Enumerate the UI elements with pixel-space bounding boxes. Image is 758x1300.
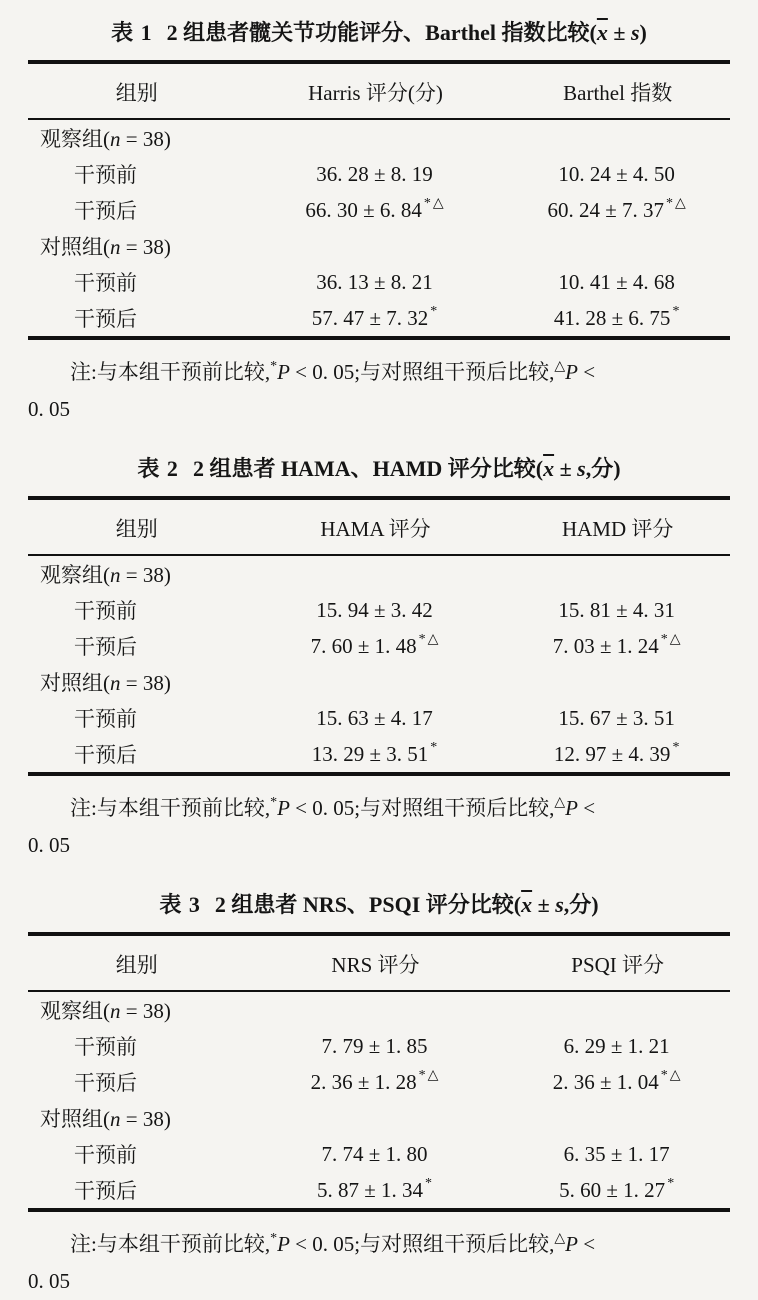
value-superscript (433, 704, 435, 719)
footnote-text: < 0. 05;与对照组干预后比较, (289, 1232, 555, 1256)
table2-caption-title: 2 组患者 HAMA、HAMD 评分比较 (192, 456, 536, 481)
table1-block (28, 18, 730, 428)
row-label: 干预前 (74, 707, 137, 731)
table1-header-row (28, 62, 730, 119)
value-text: 6. 35 ± 1. 17 (563, 1141, 670, 1166)
table1-caption-label: 表 1 (111, 20, 153, 45)
value-text: 7. 03 ± 1. 24 (552, 634, 659, 658)
value-text: 7. 60 ± 1. 48 (310, 634, 417, 658)
value-superscript: * (672, 739, 682, 755)
cell-value (505, 628, 730, 664)
row-label: 干预前 (74, 599, 137, 623)
group-label-text: 观察组( (40, 127, 110, 151)
stat-pm: ± (554, 456, 578, 481)
row-label: 干预前 (74, 1035, 137, 1059)
paren-close: ) (591, 892, 599, 917)
value-superscript (675, 704, 677, 719)
cell-value (246, 156, 506, 192)
cell-value (246, 300, 506, 338)
table-row (28, 156, 730, 192)
value-superscript (670, 1032, 672, 1047)
group-label (28, 991, 730, 1028)
table3-header-row (28, 934, 730, 991)
table-row (28, 1136, 730, 1172)
cell-value (246, 700, 506, 736)
cell-value (505, 1064, 730, 1100)
row-label: 干预后 (74, 1071, 137, 1095)
value-text: 6. 29 ± 1. 21 (563, 1033, 670, 1058)
table1-caption-title: 2 组患者髋关节功能评分、Barthel 指数比较 (166, 20, 590, 45)
row-label: 干预前 (74, 271, 137, 295)
row-label: 干预后 (74, 1179, 137, 1203)
table2-block (28, 454, 730, 864)
table3-caption-title: 2 组患者 NRS、PSQI 评分比较 (214, 892, 514, 917)
cell-value (246, 1028, 506, 1064)
stat-unit: ,分 (563, 892, 592, 917)
value-superscript (675, 268, 677, 283)
paren-open: ( (589, 20, 597, 45)
footnote-text: < (577, 796, 596, 820)
p-symbol: P (277, 360, 290, 384)
paren-close: ) (613, 456, 621, 481)
col-header-score1: NRS 评分 (246, 934, 506, 991)
table-row (28, 1064, 730, 1100)
triangle-marker: △ (554, 1231, 566, 1246)
col-header-group: 组别 (28, 934, 246, 991)
footnote-text: < 0. 05;与对照组干预后比较, (289, 796, 555, 820)
triangle-marker: △ (554, 359, 566, 374)
table2-header-row (28, 498, 730, 555)
footnote-text: 注:与本组干预前比较, (70, 796, 271, 820)
table3-block (28, 890, 730, 1300)
paren-open: ( (535, 456, 544, 481)
value-superscript (427, 1140, 429, 1155)
p-symbol: P (277, 1232, 290, 1256)
stat-xbar: $\overline{x}$ (521, 892, 533, 917)
footnote-text: 注:与本组干预前比较, (70, 360, 271, 384)
value-text: 5. 60 ± 1. 27 (559, 1177, 666, 1202)
value-superscript: *△ (418, 1068, 441, 1083)
asterisk-marker: * (270, 795, 278, 810)
table-row (28, 264, 730, 300)
value-superscript: *△ (418, 632, 441, 647)
value-superscript: * (672, 303, 682, 319)
value-superscript: *△ (423, 196, 446, 211)
group-label-text: 对照组( (40, 671, 110, 695)
cell-value (246, 1064, 506, 1100)
group-label-rest: = 38) (120, 999, 171, 1023)
row-label: 干预前 (74, 1143, 137, 1167)
value-superscript (433, 268, 435, 283)
cell-value (246, 628, 506, 664)
group-row (28, 228, 730, 264)
table3 (28, 932, 730, 1212)
group-label-text: 观察组( (40, 563, 110, 587)
cell-value (505, 1172, 730, 1210)
table-row (28, 736, 730, 774)
cell-value (246, 264, 506, 300)
group-label-text: 对照组( (40, 1107, 110, 1131)
value-text: 10. 41 ± 4. 68 (558, 269, 675, 294)
table-row (28, 1028, 730, 1064)
group-label-rest: = 38) (120, 127, 171, 151)
group-label (28, 664, 730, 700)
group-row (28, 119, 730, 156)
group-row (28, 555, 730, 592)
table1-footnote (28, 349, 730, 428)
group-label-text: 对照组( (40, 235, 110, 259)
cell-value (505, 156, 730, 192)
group-label-rest: = 38) (120, 563, 171, 587)
value-text: 66. 30 ± 6. 84 (305, 198, 422, 222)
value-text: 60. 24 ± 7. 37 (547, 198, 665, 222)
value-superscript: * (667, 1175, 677, 1191)
paren-close: ) (639, 20, 647, 45)
p-symbol: P (565, 360, 578, 384)
stat-xbar: $\overline{x}$ (543, 456, 555, 481)
group-n: n (110, 235, 121, 259)
row-label: 干预后 (74, 307, 137, 331)
value-text: 41. 28 ± 6. 75 (553, 305, 671, 330)
group-label (28, 555, 730, 592)
table2 (28, 496, 730, 776)
value-text: 15. 81 ± 4. 31 (558, 597, 675, 622)
cell-value (246, 192, 506, 228)
col-header-score1: Harris 评分(分) (246, 62, 506, 119)
paren-open: ( (513, 892, 522, 917)
footnote-text: 0. 05 (28, 397, 70, 421)
value-superscript: *△ (666, 196, 688, 211)
asterisk-marker: * (270, 359, 278, 374)
group-label (28, 228, 730, 264)
row-label: 干预后 (74, 199, 137, 223)
value-text: 2. 36 ± 1. 04 (552, 1070, 659, 1094)
group-label (28, 1100, 730, 1136)
value-text: 7. 79 ± 1. 85 (321, 1033, 428, 1058)
group-label (28, 119, 730, 156)
cell-value (505, 1136, 730, 1172)
group-n: n (110, 1107, 121, 1131)
stat-pm: ± (532, 892, 556, 917)
footnote-text: 0. 05 (28, 833, 70, 857)
row-label: 干预后 (74, 743, 137, 767)
table-row (28, 628, 730, 664)
p-symbol: P (565, 1232, 578, 1256)
footnote-text: < 0. 05;与对照组干预后比较, (289, 360, 555, 384)
stat-unit: ,分 (585, 456, 614, 481)
col-header-group: 组别 (28, 498, 246, 555)
cell-value (246, 1136, 506, 1172)
group-label-rest: = 38) (120, 671, 171, 695)
value-text: 7. 74 ± 1. 80 (321, 1141, 428, 1166)
value-text: 15. 63 ± 4. 17 (316, 705, 433, 730)
stat-s: s (555, 892, 564, 917)
value-superscript (675, 596, 677, 611)
table-row (28, 300, 730, 338)
table1 (28, 60, 730, 340)
col-header-score2: HAMD 评分 (505, 498, 730, 555)
asterisk-marker: * (270, 1231, 278, 1246)
value-text: 2. 36 ± 1. 28 (310, 1070, 417, 1094)
value-text: 36. 28 ± 8. 19 (316, 161, 433, 186)
cell-value (505, 700, 730, 736)
cell-value (505, 192, 730, 228)
table1-caption (28, 18, 730, 48)
value-superscript (675, 160, 677, 175)
cell-value (246, 736, 506, 774)
value-superscript: * (430, 739, 440, 755)
group-row (28, 1100, 730, 1136)
group-label-text: 观察组( (40, 999, 110, 1023)
table3-footnote (28, 1221, 730, 1300)
group-label-rest: = 38) (120, 235, 171, 259)
table-row (28, 1172, 730, 1210)
value-superscript (427, 1032, 429, 1047)
footnote-text: < (577, 360, 596, 384)
col-header-score2: Barthel 指数 (505, 62, 730, 119)
table2-caption-label: 表 2 (137, 456, 179, 481)
group-row (28, 664, 730, 700)
cell-value (505, 300, 730, 338)
p-symbol: P (277, 796, 290, 820)
table-row (28, 592, 730, 628)
group-n: n (110, 127, 121, 151)
value-text: 36. 13 ± 8. 21 (316, 269, 433, 294)
cell-value (505, 592, 730, 628)
value-text: 5. 87 ± 1. 34 (316, 1177, 423, 1202)
value-superscript: * (430, 303, 440, 319)
stat-xbar: $\overline{x}$ (596, 20, 608, 45)
row-label: 干预后 (74, 635, 137, 659)
table3-caption (28, 890, 730, 920)
triangle-marker: △ (554, 795, 566, 810)
col-header-score1: HAMA 评分 (246, 498, 506, 555)
footnote-text: 0. 05 (28, 1269, 70, 1293)
value-text: 13. 29 ± 3. 51 (311, 741, 429, 766)
value-superscript: *△ (660, 1068, 683, 1083)
footnote-text: 注:与本组干预前比较, (70, 1232, 271, 1256)
group-row (28, 991, 730, 1028)
table-row (28, 700, 730, 736)
cell-value (505, 736, 730, 774)
group-n: n (110, 563, 121, 587)
stat-pm: ± (607, 20, 631, 45)
value-text: 15. 67 ± 3. 51 (558, 705, 675, 730)
value-superscript: * (424, 1175, 434, 1191)
stat-s: s (577, 456, 586, 481)
table-row (28, 192, 730, 228)
group-n: n (110, 999, 121, 1023)
table2-footnote (28, 785, 730, 864)
value-superscript (433, 160, 435, 175)
p-symbol: P (565, 796, 578, 820)
value-text: 12. 97 ± 4. 39 (553, 741, 671, 766)
group-label-rest: = 38) (120, 1107, 171, 1131)
value-text: 57. 47 ± 7. 32 (311, 305, 429, 330)
value-text: 10. 24 ± 4. 50 (558, 161, 675, 186)
value-superscript: *△ (660, 632, 683, 647)
cell-value (246, 1172, 506, 1210)
group-n: n (110, 671, 121, 695)
row-label: 干预前 (74, 163, 137, 187)
value-superscript (433, 596, 435, 611)
col-header-score2: PSQI 评分 (505, 934, 730, 991)
cell-value (246, 592, 506, 628)
value-text: 15. 94 ± 3. 42 (316, 597, 433, 622)
col-header-group: 组别 (28, 62, 246, 119)
value-superscript (670, 1140, 672, 1155)
footnote-text: < (577, 1232, 596, 1256)
table3-caption-label: 表 3 (159, 892, 201, 917)
stat-s: s (630, 20, 640, 45)
cell-value (505, 264, 730, 300)
table2-caption (28, 454, 730, 484)
cell-value (505, 1028, 730, 1064)
